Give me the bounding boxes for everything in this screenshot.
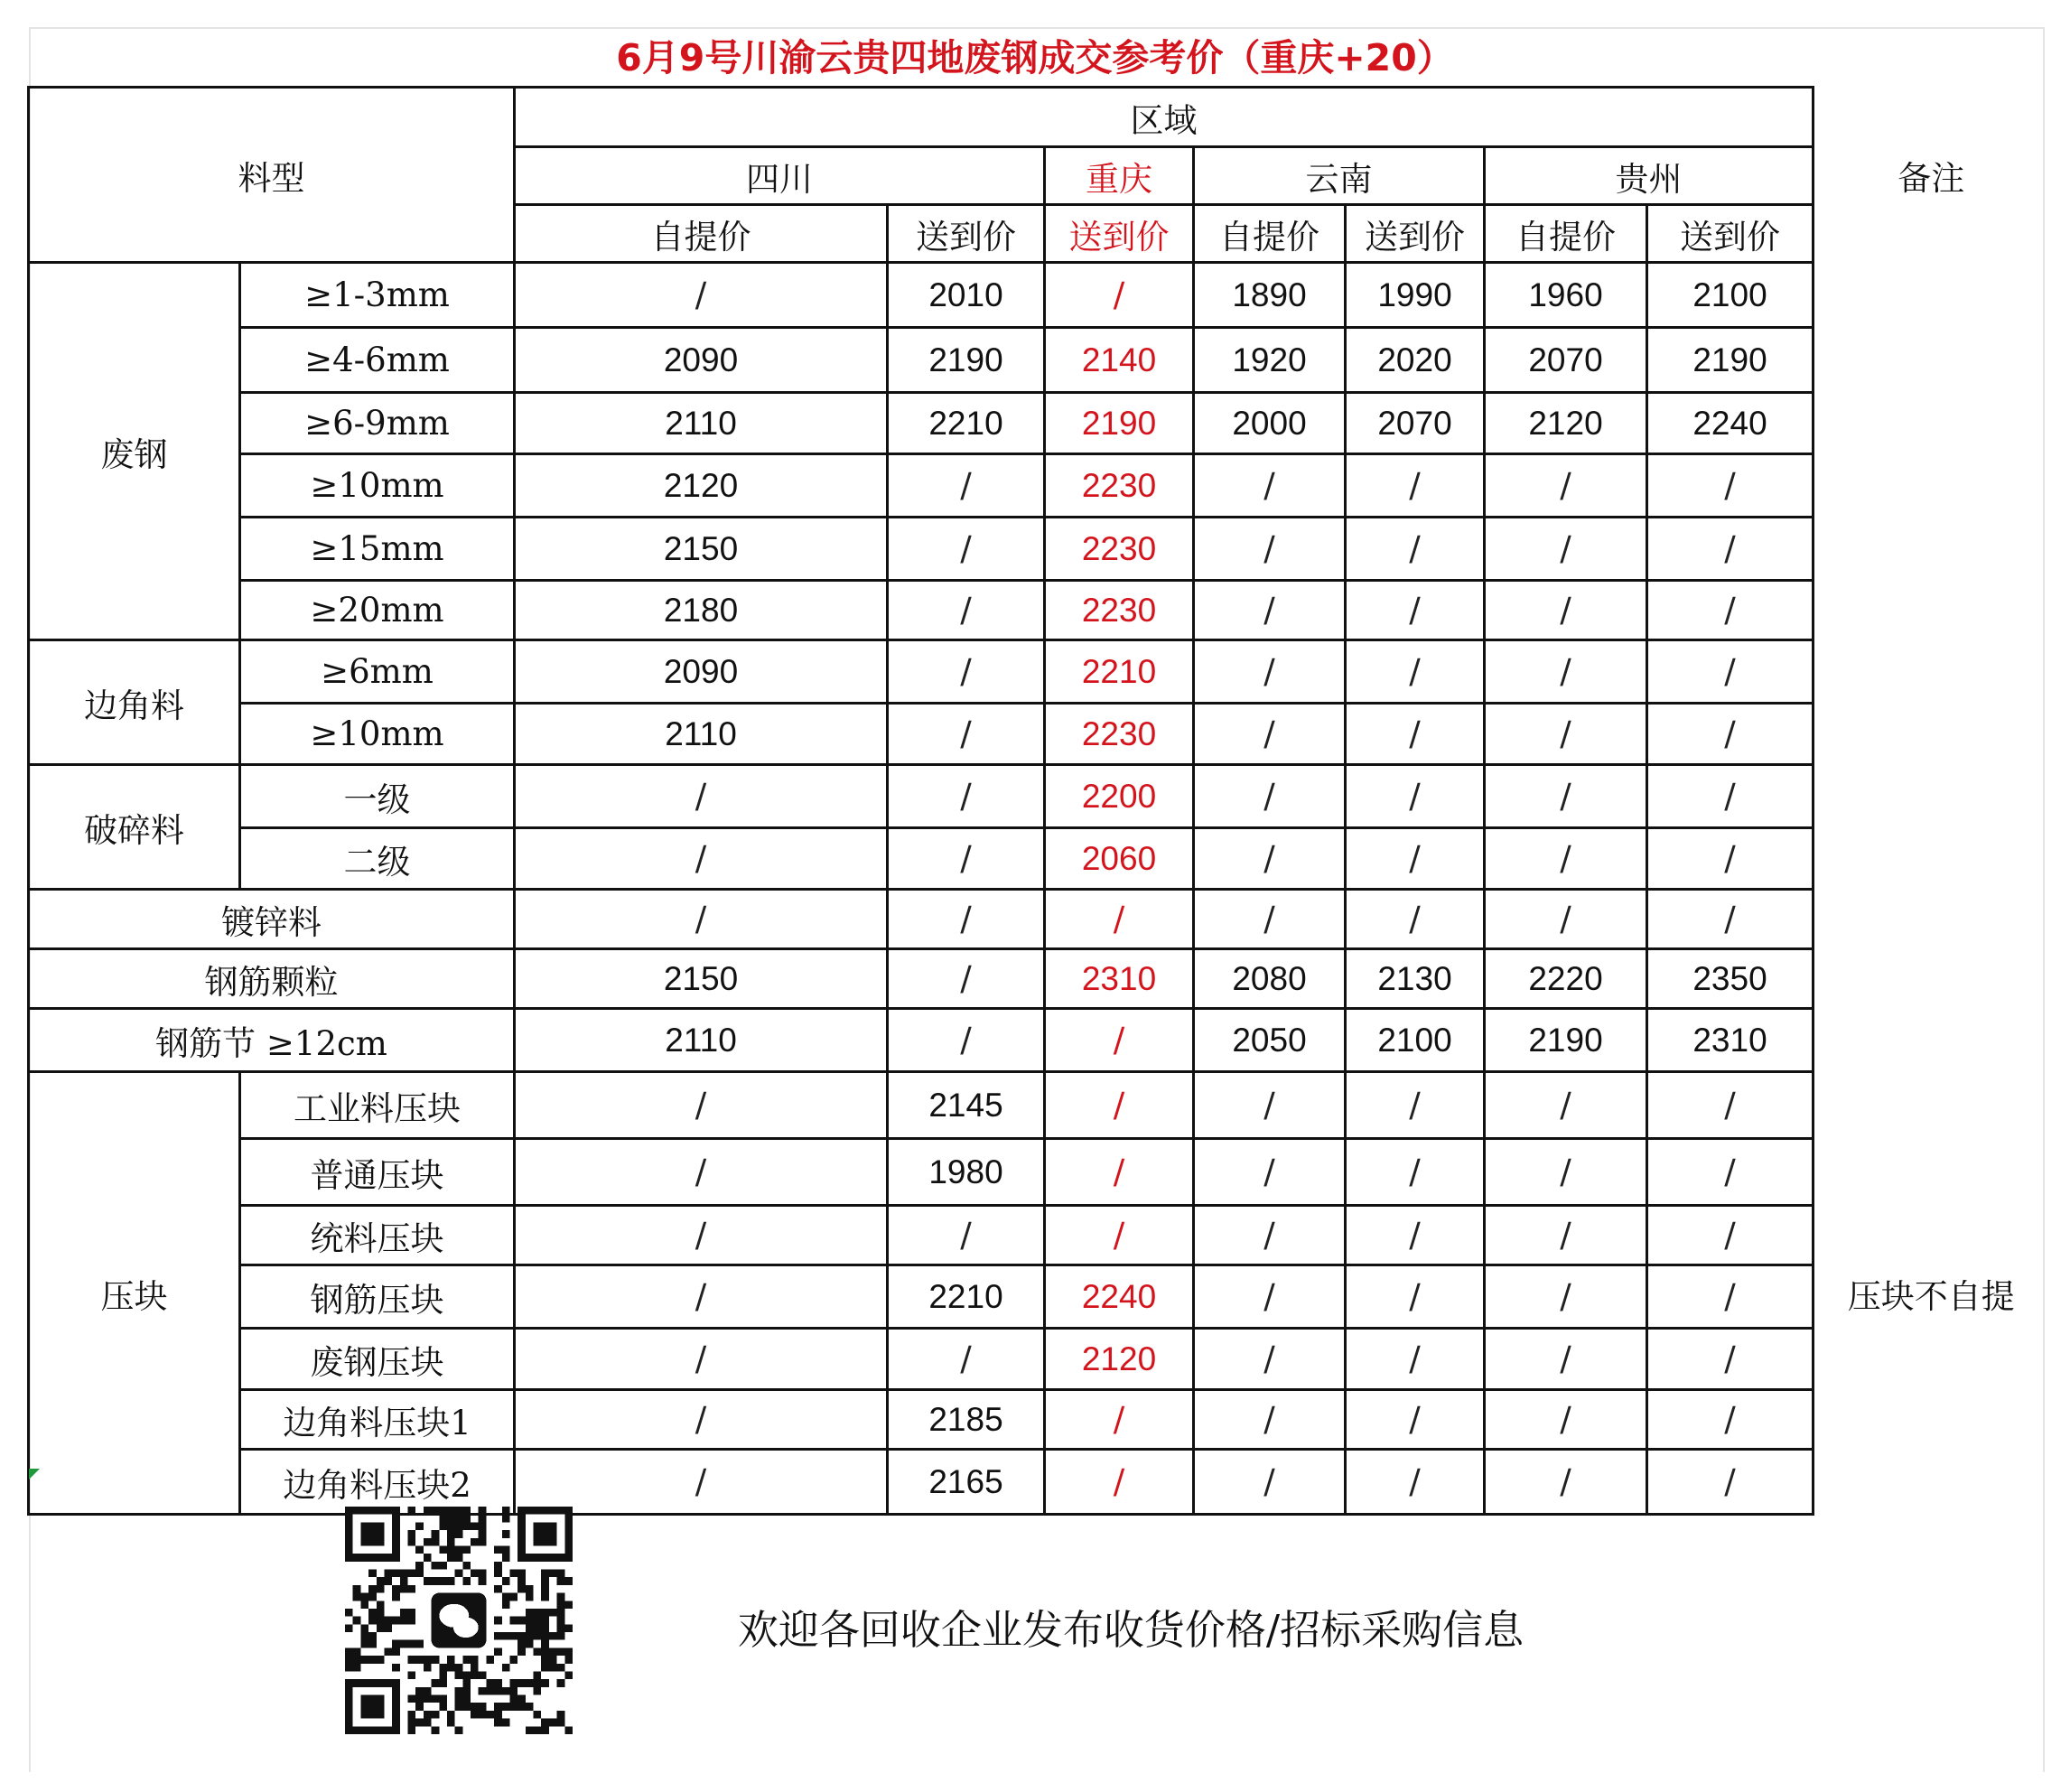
price-cell: / [515, 1139, 888, 1206]
table-row [29, 328, 2048, 393]
footer-message: 欢迎各回收企业发布收货价格/招标采购信息 [737, 1606, 1525, 1654]
price-cell: / [888, 1009, 1045, 1072]
price-cell: / [515, 263, 888, 328]
qr-code [345, 1507, 573, 1734]
price-cell: / [515, 1390, 888, 1450]
price-cell: 2090 [515, 328, 888, 393]
price-cell: / [515, 1450, 888, 1515]
price-cell: / [1194, 1329, 1346, 1390]
subtype-cell: 一级 [240, 765, 515, 828]
price-cell: 2165 [888, 1450, 1045, 1515]
price-cell: 2020 [1346, 328, 1485, 393]
price-cell: 2185 [888, 1390, 1045, 1450]
price-cell: / [1194, 1390, 1346, 1450]
price-cell: / [1647, 581, 1814, 640]
price-cell: 2210 [1045, 640, 1194, 704]
subtype-cell: ≥1-3mm [240, 263, 515, 328]
price-cell: / [1346, 640, 1485, 704]
price-cell: / [888, 828, 1045, 890]
price-cell: / [515, 1206, 888, 1265]
price-cell: / [1485, 1206, 1647, 1265]
category-cell: 压块 [29, 1072, 240, 1515]
table-row [29, 1329, 2048, 1390]
price-type-header: 送到价 [1045, 205, 1194, 263]
price-cell: / [515, 828, 888, 890]
category-cell: 废钢 [29, 263, 240, 640]
subtype-cell: 工业料压块 [240, 1072, 515, 1139]
price-cell: / [1045, 1206, 1194, 1265]
table-row [29, 765, 2048, 828]
price-cell: 2000 [1194, 393, 1346, 454]
price-cell: / [1647, 1450, 1814, 1515]
price-cell: / [1647, 1265, 1814, 1329]
price-cell: 2110 [515, 704, 888, 765]
subtype-cell: 边角料压块2 [240, 1450, 515, 1515]
subtype-cell: ≥15mm [240, 518, 515, 581]
price-cell: 2140 [1045, 328, 1194, 393]
subtype-cell: 普通压块 [240, 1139, 515, 1206]
price-cell: / [888, 581, 1045, 640]
table-row [29, 828, 2048, 890]
table-row [29, 890, 2048, 949]
price-cell: / [1647, 454, 1814, 518]
price-cell: / [1647, 1139, 1814, 1206]
price-cell: / [1485, 704, 1647, 765]
subtype-cell: ≥6mm [240, 640, 515, 704]
price-type-header: 送到价 [888, 205, 1045, 263]
remark-cell [1814, 454, 2048, 518]
price-cell: / [1045, 1139, 1194, 1206]
price-cell: / [888, 640, 1045, 704]
price-cell: 2230 [1045, 704, 1194, 765]
price-cell: / [1045, 1072, 1194, 1139]
price-cell: 2190 [888, 328, 1045, 393]
remark-cell [1814, 328, 2048, 393]
remark-cell [1814, 1009, 2048, 1072]
table-row [29, 454, 2048, 518]
price-cell: / [1194, 1265, 1346, 1329]
price-cell: 2120 [515, 454, 888, 518]
subtype-cell: 二级 [240, 828, 515, 890]
price-cell: / [1194, 640, 1346, 704]
price-cell: 2230 [1045, 581, 1194, 640]
price-cell: / [1346, 765, 1485, 828]
remark-cell [1814, 263, 2048, 328]
price-cell: / [1485, 1139, 1647, 1206]
remark-cell [1814, 890, 2048, 949]
price-cell: 2150 [515, 518, 888, 581]
price-cell: / [888, 704, 1045, 765]
subtype-cell: ≥20mm [240, 581, 515, 640]
price-cell: 2240 [1647, 393, 1814, 454]
price-cell: / [1647, 828, 1814, 890]
category-cell: 镀锌料 [29, 890, 515, 949]
price-cell: / [1194, 454, 1346, 518]
price-cell: / [1346, 581, 1485, 640]
table-row [29, 393, 2048, 454]
remark-cell [1814, 704, 2048, 765]
price-cell: / [1485, 1072, 1647, 1139]
price-cell: / [1346, 704, 1485, 765]
price-cell: 2060 [1045, 828, 1194, 890]
price-cell: / [1647, 890, 1814, 949]
subtype-cell: ≥10mm [240, 704, 515, 765]
price-cell: 2070 [1346, 393, 1485, 454]
price-type-header: 自提价 [515, 205, 888, 263]
table-row [29, 581, 2048, 640]
price-cell: / [1647, 1206, 1814, 1265]
price-type-header: 自提价 [1485, 205, 1647, 263]
category-cell: 钢筋颗粒 [29, 949, 515, 1009]
price-cell: / [888, 949, 1045, 1009]
table-row [29, 1206, 2048, 1265]
price-cell: 2190 [1485, 1009, 1647, 1072]
price-cell: / [888, 454, 1045, 518]
price-cell: 2210 [888, 393, 1045, 454]
subtype-cell: 钢筋压块 [240, 1265, 515, 1329]
price-cell: / [1194, 1450, 1346, 1515]
price-cell: / [1045, 1009, 1194, 1072]
remark-cell [1814, 949, 2048, 1009]
price-cell: 2110 [515, 393, 888, 454]
price-cell: / [1194, 890, 1346, 949]
price-cell: 2190 [1647, 328, 1814, 393]
remark-header: 备注 [1814, 88, 2048, 263]
price-cell: / [1194, 765, 1346, 828]
province-yunnan: 云南 [1194, 147, 1485, 205]
price-cell: 2110 [515, 1009, 888, 1072]
price-cell: / [1485, 518, 1647, 581]
price-cell: / [1485, 765, 1647, 828]
table-row [29, 1139, 2048, 1206]
price-cell: / [1485, 581, 1647, 640]
price-cell: / [1346, 1139, 1485, 1206]
material-type-header: 料型 [29, 88, 515, 263]
price-cell: 1990 [1346, 263, 1485, 328]
price-cell: / [1485, 1450, 1647, 1515]
price-cell: / [1346, 1265, 1485, 1329]
price-cell: / [1045, 263, 1194, 328]
province-chongqing: 重庆 [1045, 147, 1194, 205]
price-cell: / [888, 890, 1045, 949]
table-row [29, 1265, 2048, 1329]
price-cell: / [1647, 1390, 1814, 1450]
remark-cell: 压块不自提 [1814, 1072, 2048, 1515]
remark-cell [1814, 765, 2048, 828]
remark-cell [1814, 393, 2048, 454]
category-cell: 边角料 [29, 640, 240, 765]
page-title: 6月9号川渝云贵四地废钢成交参考价（重庆+20） [616, 36, 1454, 79]
price-cell: / [1346, 1329, 1485, 1390]
region-header: 区域 [515, 88, 1814, 147]
price-cell: 2180 [515, 581, 888, 640]
price-cell: / [1647, 704, 1814, 765]
price-cell: / [1194, 518, 1346, 581]
subtype-cell: 废钢压块 [240, 1329, 515, 1390]
subtype-cell: 统料压块 [240, 1206, 515, 1265]
remark-cell [1814, 828, 2048, 890]
price-cell: 2230 [1045, 454, 1194, 518]
table-row [29, 704, 2048, 765]
table-row [29, 263, 2048, 328]
price-cell: / [1045, 1450, 1194, 1515]
subtype-cell: 边角料压块1 [240, 1390, 515, 1450]
price-cell: 2070 [1485, 328, 1647, 393]
price-cell: / [888, 1329, 1045, 1390]
table-row [29, 1009, 2048, 1072]
price-cell: / [1485, 890, 1647, 949]
price-type-header: 送到价 [1647, 205, 1814, 263]
price-cell: 2120 [1485, 393, 1647, 454]
price-cell: 1890 [1194, 263, 1346, 328]
table-row [29, 640, 2048, 704]
price-cell: 2100 [1647, 263, 1814, 328]
remark-cell [1814, 518, 2048, 581]
price-cell: / [1194, 828, 1346, 890]
price-cell: 2210 [888, 1265, 1045, 1329]
price-cell: 2130 [1346, 949, 1485, 1009]
price-cell: 2200 [1045, 765, 1194, 828]
price-cell: / [1647, 1072, 1814, 1139]
table-row [29, 1072, 2048, 1139]
price-cell: / [1346, 828, 1485, 890]
price-cell: / [1194, 704, 1346, 765]
price-cell: 2310 [1045, 949, 1194, 1009]
price-cell: 2100 [1346, 1009, 1485, 1072]
price-cell: 2220 [1485, 949, 1647, 1009]
price-cell: 2350 [1647, 949, 1814, 1009]
remark-cell [1814, 581, 2048, 640]
subtype-cell: ≥10mm [240, 454, 515, 518]
price-cell: / [1346, 1072, 1485, 1139]
price-cell: / [1647, 765, 1814, 828]
price-table [27, 86, 2048, 1516]
price-cell: 2010 [888, 263, 1045, 328]
price-cell: / [1485, 1329, 1647, 1390]
category-cell: 钢筋节 ≥12cm [29, 1009, 515, 1072]
price-cell: / [1647, 518, 1814, 581]
price-cell: / [1346, 1390, 1485, 1450]
price-type-header: 自提价 [1194, 205, 1346, 263]
province-sichuan: 四川 [515, 147, 1045, 205]
price-cell: / [1485, 640, 1647, 704]
price-cell: / [1194, 581, 1346, 640]
footer [29, 1470, 2041, 1769]
price-cell: 2050 [1194, 1009, 1346, 1072]
price-cell: / [1485, 1390, 1647, 1450]
price-cell: / [1346, 890, 1485, 949]
subtype-cell: ≥4-6mm [240, 328, 515, 393]
price-cell: / [1346, 518, 1485, 581]
price-cell: 2310 [1647, 1009, 1814, 1072]
price-cell: / [1485, 454, 1647, 518]
province-guizhou: 贵州 [1485, 147, 1814, 205]
price-cell: / [888, 1206, 1045, 1265]
price-cell: 1920 [1194, 328, 1346, 393]
price-cell: / [515, 1072, 888, 1139]
table-row [29, 1390, 2048, 1450]
price-cell: / [1194, 1072, 1346, 1139]
price-cell: / [1647, 1329, 1814, 1390]
price-cell: 2120 [1045, 1329, 1194, 1390]
category-cell: 破碎料 [29, 765, 240, 890]
subtype-cell: ≥6-9mm [240, 393, 515, 454]
price-cell: / [1647, 640, 1814, 704]
price-cell: / [1346, 454, 1485, 518]
price-cell: 2230 [1045, 518, 1194, 581]
price-cell: 2145 [888, 1072, 1045, 1139]
table-row [29, 518, 2048, 581]
price-cell: / [1194, 1206, 1346, 1265]
price-cell: 2080 [1194, 949, 1346, 1009]
price-cell: 1980 [888, 1139, 1045, 1206]
price-cell: / [1485, 828, 1647, 890]
price-cell: 1960 [1485, 263, 1647, 328]
price-cell: / [1346, 1450, 1485, 1515]
price-cell: / [1346, 1206, 1485, 1265]
price-cell: 2090 [515, 640, 888, 704]
price-cell: / [515, 765, 888, 828]
price-cell: / [1485, 1265, 1647, 1329]
price-cell: / [515, 890, 888, 949]
price-cell: / [1045, 1390, 1194, 1450]
price-cell: / [515, 1329, 888, 1390]
price-type-header: 送到价 [1346, 205, 1485, 263]
price-cell: / [515, 1265, 888, 1329]
price-cell: 2150 [515, 949, 888, 1009]
price-cell: / [1045, 890, 1194, 949]
price-cell: / [888, 518, 1045, 581]
price-cell: 2240 [1045, 1265, 1194, 1329]
table-row [29, 949, 2048, 1009]
remark-cell [1814, 640, 2048, 704]
price-cell: / [1194, 1139, 1346, 1206]
price-cell: 2190 [1045, 393, 1194, 454]
price-cell: / [888, 765, 1045, 828]
